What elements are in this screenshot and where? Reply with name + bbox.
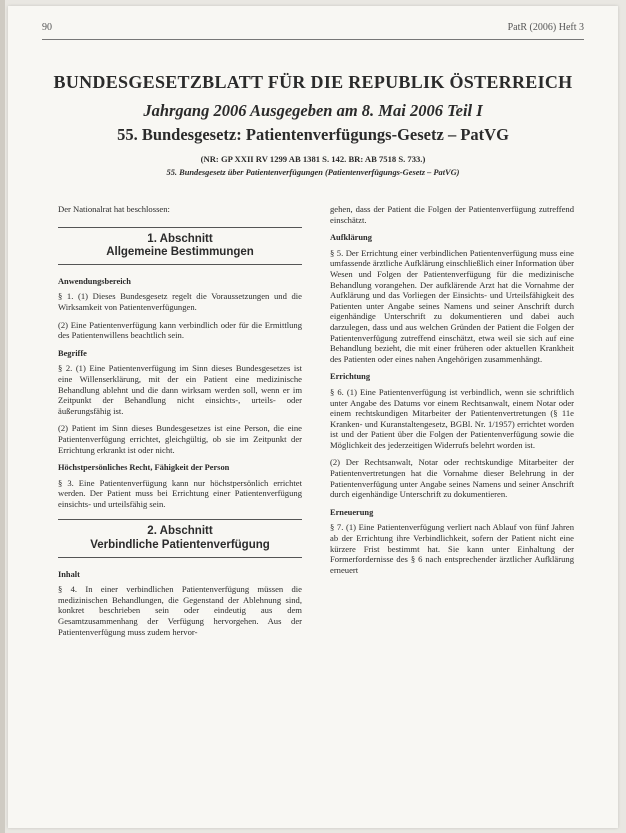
section-rule-bottom — [58, 557, 302, 558]
section-number: 1. Abschnitt — [147, 232, 213, 245]
section-name: Allgemeine Bestimmungen — [106, 246, 254, 259]
paragraph-heading: Höchstpersönliches Recht, Fähigkeit der Person — [58, 463, 230, 473]
paragraph-text: § 6. (1) Eine Patientenverfügung ist verbindlich, wenn sie schriftlich unter Angabe des Datums vor einem Rechtsanwalt, einem Notar oder einem rechtskundigen Mitarbeiter der Patientenvertretungen (§ 11e Kranken- und Kuranstaltengesetz, BGBl. Nr. 1/1957) errichtet worden ist und der Patient über die Folgen der Patientenverfügung sowie die Möglichkeit des jederzeitigen Widerrufs belehrt worden ist. — [330, 386, 574, 450]
page-edge-shadow — [0, 0, 5, 833]
paragraph-heading: Anwendungsbereich — [58, 276, 131, 286]
running-header — [42, 22, 584, 36]
section-name: Verbindliche Patientenverfügung — [90, 539, 270, 552]
paragraph-text: (2) Eine Patientenverfügung kann verbindlich oder für die Ermittlung des Patientenwillens beachtlich sein. — [58, 319, 302, 341]
journal-reference: PatR (2006) Heft 3 — [507, 22, 584, 33]
document-page — [8, 6, 618, 828]
gazette-title: BUNDESGESETZBLATT FÜR DIE REPUBLIK ÖSTERREICH — [53, 72, 573, 92]
paragraph-text: (2) Der Rechtsanwalt, Notar oder rechtskundige Mitarbeiter der Patientenvertretungen hat die Vornahme dieser Belehrung in der Patientenverfügung unter Angabe seines Namens und seiner Anschrift durch eigenhändige Unterschrift zu dokumentieren. — [330, 457, 574, 500]
paragraph-text: § 1. (1) Dieses Bundesgesetz regelt die Voraussetzungen und die Wirksamkeit von Patientenverfügungen. — [58, 291, 302, 312]
paragraph-heading: Erneuerung — [330, 507, 374, 517]
page-number: 90 — [42, 22, 52, 33]
law-name: 55. Bundesgesetz: Patientenverfügungs-Gesetz – PatVG — [117, 125, 509, 144]
right-column — [330, 204, 574, 582]
header-rule — [42, 39, 584, 40]
paragraph-heading: Aufklärung — [330, 233, 372, 243]
preamble: Der Nationalrat hat beschlossen: — [58, 204, 170, 214]
section-heading-2 — [58, 519, 302, 557]
title-block — [38, 72, 588, 177]
law-subtitle: 55. Bundesgesetz über Patientenverfügungen (Patientenverfügungs-Gesetz – PatVG) — [166, 168, 460, 177]
issue-line: Jahrgang 2006 Ausgegeben am 8. Mai 2006 Teil I — [143, 101, 483, 120]
section-rule-bottom — [58, 264, 302, 265]
paragraph-text: gehen, dass der Patient die Folgen der Patientenverfügung zutreffend einschätzt. — [330, 204, 574, 225]
paragraph-heading: Errichtung — [330, 372, 371, 382]
left-column — [58, 204, 302, 644]
paragraph-heading: Inhalt — [58, 569, 80, 579]
section-rule-top — [58, 519, 302, 520]
paragraph-text: § 5. Der Errichtung einer verbindlichen Patientenverfügung muss eine umfassende ärztliche Aufklärung einschließlich einer Information über Wesen und Folgen der Patientenverfügung für die medizinische Behandlung vorangehen. Der aufklärende Arzt hat die Vornahme der Aufklärung und das Vorliegen der Einsichts- und Urteilsfähigkeit des Patienten unter Angabe seines Namens und seiner Anschrift durch eigenhändige Unterschrift zu dokumentieren und dabei auch darzulegen, dass und aus welchen Gründen der Patient die Folgen der Patientenverfügung zutreffend einschätzt, etwa weil sie sich auf eine Behandlung bezieht, die mit einer früheren oder aktuellen Krankheit des Patienten oder eines nahen Angehörigen zusammenhängt. — [330, 247, 574, 364]
paragraph-text: (2) Patient im Sinn dieses Bundesgesetzes ist eine Person, die eine Patientenverfügung errichtet, gleichgültig, ob sie im Zeitpunkt der Errichtung erkrankt ist oder nicht. — [58, 423, 302, 455]
section-heading-1 — [58, 227, 302, 265]
paragraph-text: § 3. Eine Patientenverfügung kann nur höchstpersönlich errichtet werden. Der Patient muss bei Errichtung einer Patientenverfügung einsichts- und urteilsfähig sein. — [58, 477, 302, 509]
legislative-reference: (NR: GP XXII RV 1299 AB 1381 S. 142. BR: AB 7518 S. 733.) — [200, 154, 426, 164]
paragraph-text: § 7. (1) Eine Patientenverfügung verliert nach Ablauf von fünf Jahren ab der Errichtung ihre Verbindlichkeit, sofern der Patient nicht eine kürzere Frist bestimmt hat. Sie kann unter Einhaltung der Formerfordernisse des § 6 nach entsprechender ärztlicher Aufklärung erneuert — [330, 522, 574, 575]
section-number: 2. Abschnitt — [147, 525, 213, 538]
paragraph-text: § 4. In einer verbindlichen Patientenverfügung müssen die medizinischen Behandlungen, die Gegenstand der Ablehnung sind, konkret beschrieben sein oder eindeutig aus dem Gesamtzusammenhang der Verfügung hervorgehen. Aus der Patientenverfügung muss zudem hervor- — [58, 584, 302, 637]
paragraph-heading: Begriffe — [58, 348, 87, 358]
section-rule-top — [58, 227, 302, 228]
paragraph-text: § 2. (1) Eine Patientenverfügung im Sinn dieses Bundesgesetzes ist eine Willenserklärung, mit der ein Patient eine medizinische Behandlung ablehnt und die dann wirksam werden soll, wenn er im Zeitpunkt der Behandlung nicht einsichts-, urteils- oder äußerungsfähig ist. — [58, 363, 302, 416]
